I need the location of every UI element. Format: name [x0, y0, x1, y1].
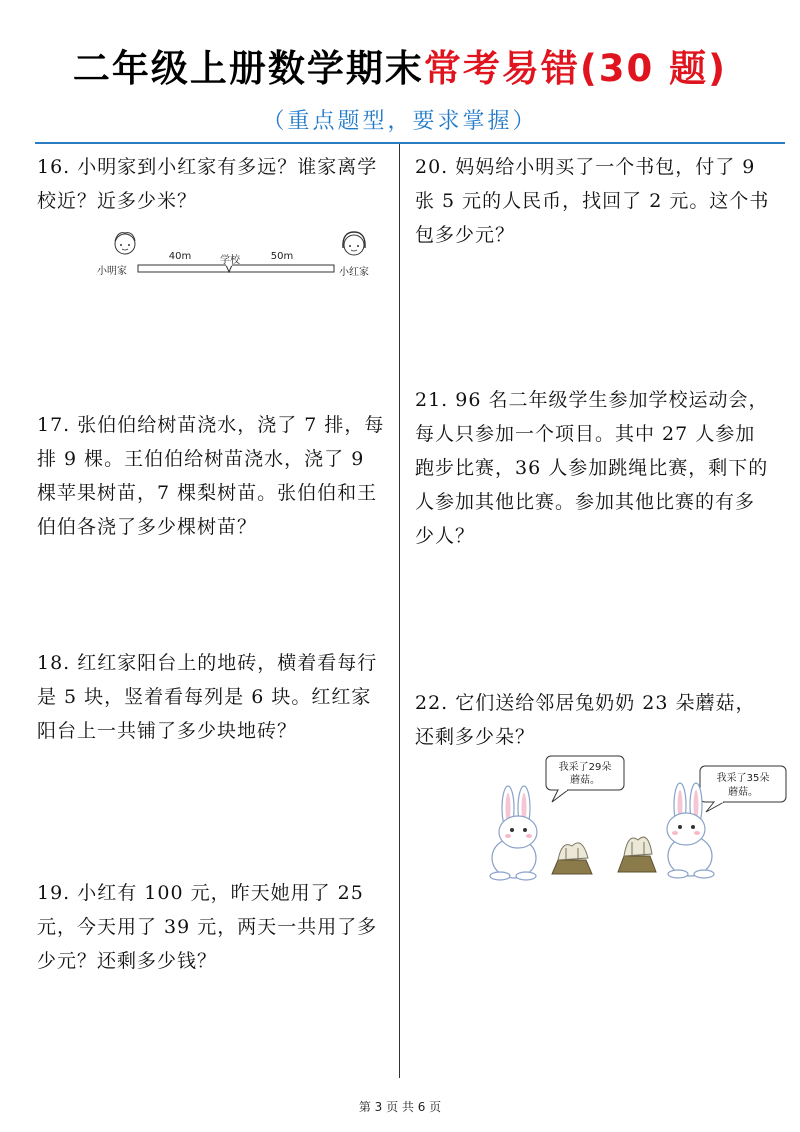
xiaohong-home-label: 小红家	[339, 267, 369, 278]
mushroom-pile-right-icon	[618, 837, 656, 872]
rabbit-left-icon	[490, 786, 537, 880]
speech-bubble-left	[546, 756, 624, 802]
bubble-right-line1: 我采了35朵	[716, 773, 770, 784]
boy-face-icon	[115, 233, 135, 254]
title-highlight: 常考易错(30 题)	[423, 47, 728, 90]
page-title	[0, 38, 800, 92]
speech-bubble-right	[700, 766, 786, 812]
distance-diagram	[92, 228, 392, 288]
girl-face-icon	[343, 232, 365, 255]
xiaoming-home-label: 小明家	[97, 266, 127, 277]
rabbits-illustration	[478, 750, 798, 885]
header-rule	[35, 142, 785, 144]
distance-right-label: 50m	[270, 251, 294, 262]
mushroom-pile-left-icon	[552, 843, 592, 874]
question-20: 20. 妈妈给小明买了一个书包，付了 9 张 5 元的人民币，找回了 2 元。这个书包多少元？	[415, 156, 770, 246]
question-22: 22. 它们送给邻居兔奶奶 23 朵蘑菇，还剩多少朵？	[415, 692, 756, 748]
school-label: 学校	[220, 255, 240, 266]
page-subtitle: （重点题型，要求掌握）	[262, 109, 538, 134]
question-19: 19. 小红有 100 元，昨天她用了 25 元，今天用了 39 元，两天一共用了多少元？还剩多少钱？	[37, 882, 378, 972]
question-16: 16. 小明家到小红家有多远？谁家离学校近？近多少米？	[37, 156, 378, 212]
column-divider	[399, 144, 400, 1078]
question-17: 17. 张伯伯给树苗浇水，浇了 7 排，每排 9 棵。王伯伯给树苗浇水，浇了 9 棵苹果树苗，7 棵梨树苗。张伯伯和王伯伯各浇了多少棵树苗？	[37, 414, 385, 538]
question-18: 18. 红红家阳台上的地砖，横着看每行是 5 块，竖着看每列是 6 块。红红家阳台上一共铺了多少块地砖？	[37, 652, 378, 742]
bubble-left-line2: 蘑菇。	[570, 775, 600, 786]
page-number: 第 3 页 共 6 页	[358, 1100, 442, 1114]
distance-left-label: 40m	[168, 251, 192, 262]
title-main: 二年级上册数学期末	[72, 47, 424, 90]
question-21: 21. 96 名二年级学生参加学校运动会，每人只参加一个项目。其中 27 人参加跑步比赛，36 人参加跳绳比赛，剩下的人参加其他比赛。参加其他比赛的有多少人？	[415, 389, 769, 547]
bubble-right-line2: 蘑菇。	[728, 787, 758, 798]
bubble-left-line1: 我采了29朵	[558, 762, 612, 773]
